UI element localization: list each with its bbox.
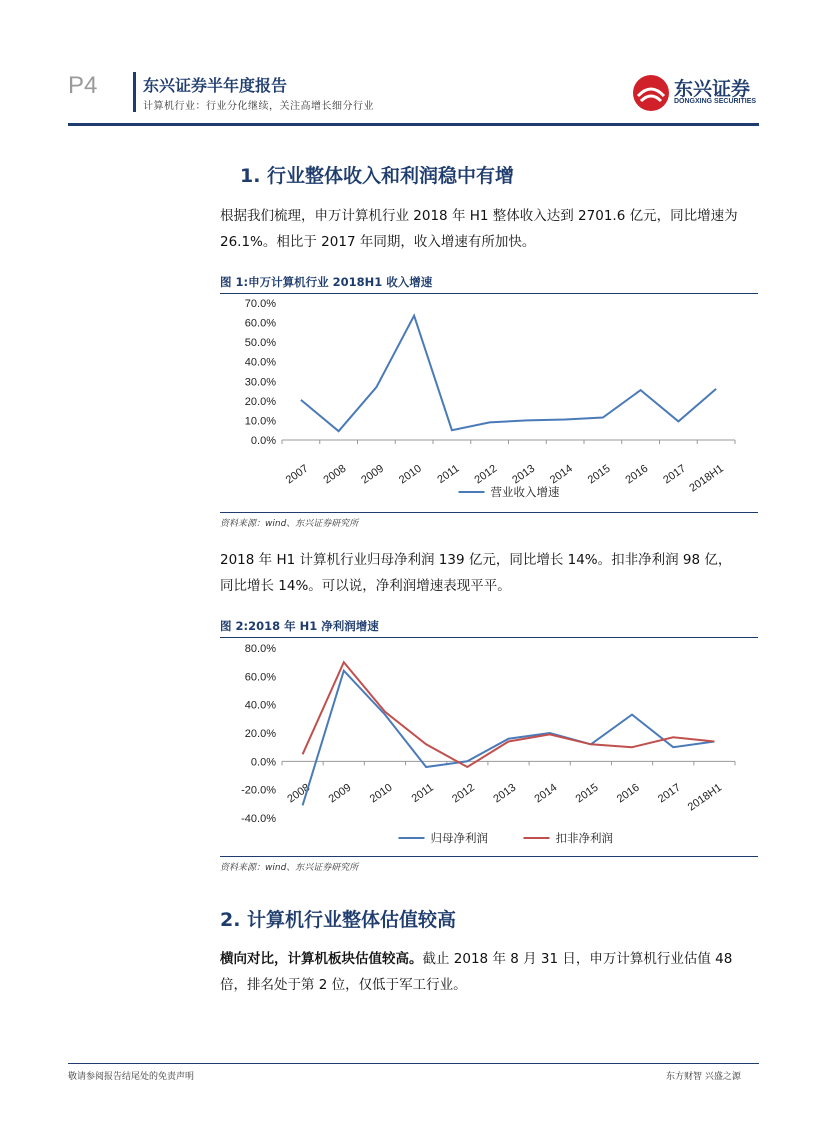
legend-label: 营业收入增速 [490,487,560,499]
figure-2-source: 资料来源：wind、东兴证券研究所 [220,863,359,873]
legend-label: 归母净利润 [430,833,488,845]
section-2-para-line-2: 倍，排名处于第 2 位，仅低于军工行业。 [220,977,467,993]
para-2-line-2: 同比增长 14%。可以说，净利润增速表现平平。 [220,578,511,594]
figure-1-caption: 图 1:申万计算机行业 2018H1 收入增速 [220,275,433,289]
x-tick-label: 2014 [532,781,560,806]
x-tick-label: 2015 [573,781,601,806]
series-line-2 [303,662,715,767]
logo-text-en: DONGXING SECURITIES [674,98,757,105]
section-2-para-rest: 截止 2018 年 8 月 31 日，申万计算机行业估值 48 [422,951,733,967]
page-number: P4 [68,72,98,99]
x-tick-label: 2010 [367,781,395,806]
logo-text-cn: 东兴证券 [674,78,751,100]
figure-1-bottom-rule [220,512,758,513]
y-tick-label: 50.0% [244,337,276,350]
y-tick-label: 60.0% [244,671,276,684]
x-tick-label: 2018H1 [687,462,726,495]
x-tick-label: 2009 [359,462,387,487]
footer-disclaimer: 敬请参阅报告结尾处的免责声明 [68,1072,195,1082]
x-tick-label: 2009 [326,781,354,806]
y-tick-label: 40.0% [244,356,276,369]
x-tick-label: 2017 [661,462,689,487]
section-1-heading: 1. 行业整体收入和利润稳中有增 [240,165,515,187]
figure-2-chart [220,639,758,854]
y-tick-label: 60.0% [244,317,276,330]
dongxing-logo-icon [632,74,670,112]
figure-2-bottom-rule [220,856,758,857]
footer-rule [68,1063,759,1064]
y-tick-label: -20.0% [241,784,276,797]
x-tick-label: 2018H1 [685,781,725,814]
y-tick-label: 10.0% [244,415,276,428]
y-tick-label: 0.0% [250,756,276,769]
x-tick-label: 2016 [614,781,642,806]
x-tick-label: 2012 [472,462,500,487]
y-tick-label: 0.0% [250,435,276,447]
figure-2-caption: 图 2:2018 年 H1 净利润增速 [220,619,379,633]
y-tick-label: 30.0% [244,376,276,389]
section-1-para-line-1: 根据我们梳理，申万计算机行业 2018 年 H1 整体收入达到 2701.6 亿元，同比增速为 [220,208,738,224]
footer-slogan: 东方财智 兴盛之源 [666,1072,741,1082]
y-tick-label: 70.0% [244,298,276,310]
x-tick-label: 2016 [623,462,651,487]
report-subtitle: 计算机行业：行业分化继续，关注高增长细分行业 [143,101,374,112]
series-line-1 [301,316,716,432]
section-2-para-bold: 横向对比，计算机板块估值较高。 [220,951,423,967]
header-divider [133,72,136,112]
section-1-para-line-2: 26.1%。相比于 2017 年同期，收入增速有所加快。 [220,234,536,250]
x-tick-label: 2017 [656,781,683,806]
header-rule [68,123,759,126]
figure-1-top-rule [220,293,758,294]
y-tick-label: 20.0% [244,395,276,408]
x-tick-label: 2007 [283,462,311,487]
report-title: 东兴证券半年度报告 [143,76,288,95]
x-tick-label: 2014 [547,462,575,487]
y-tick-label: 40.0% [244,699,276,712]
section-2-para-line-1 [220,946,732,972]
section-2-heading: 2. 计算机行业整体估值较高 [220,909,457,931]
x-tick-label: 2013 [510,462,538,487]
para-2-line-1: 2018 年 H1 计算机行业归母净利润 139 亿元，同比增长 14%。扣非净利润 98 亿， [220,552,732,568]
y-tick-label: -40.0% [241,813,276,825]
figure-2-top-rule [220,637,758,638]
x-tick-label: 2015 [585,462,613,487]
x-tick-label: 2010 [396,462,424,487]
x-tick-label: 2012 [450,781,478,806]
x-tick-label: 2011 [435,462,462,487]
x-tick-label: 2013 [491,781,519,806]
x-tick-label: 2008 [285,781,313,806]
legend-label: 扣非净利润 [555,833,613,845]
figure-1-chart [220,295,758,510]
y-tick-label: 20.0% [244,728,276,740]
figure-1-source: 资料来源：wind、东兴证券研究所 [220,519,359,529]
x-tick-label: 2008 [321,462,349,487]
x-tick-label: 2011 [409,781,436,806]
y-tick-label: 80.0% [244,643,276,655]
